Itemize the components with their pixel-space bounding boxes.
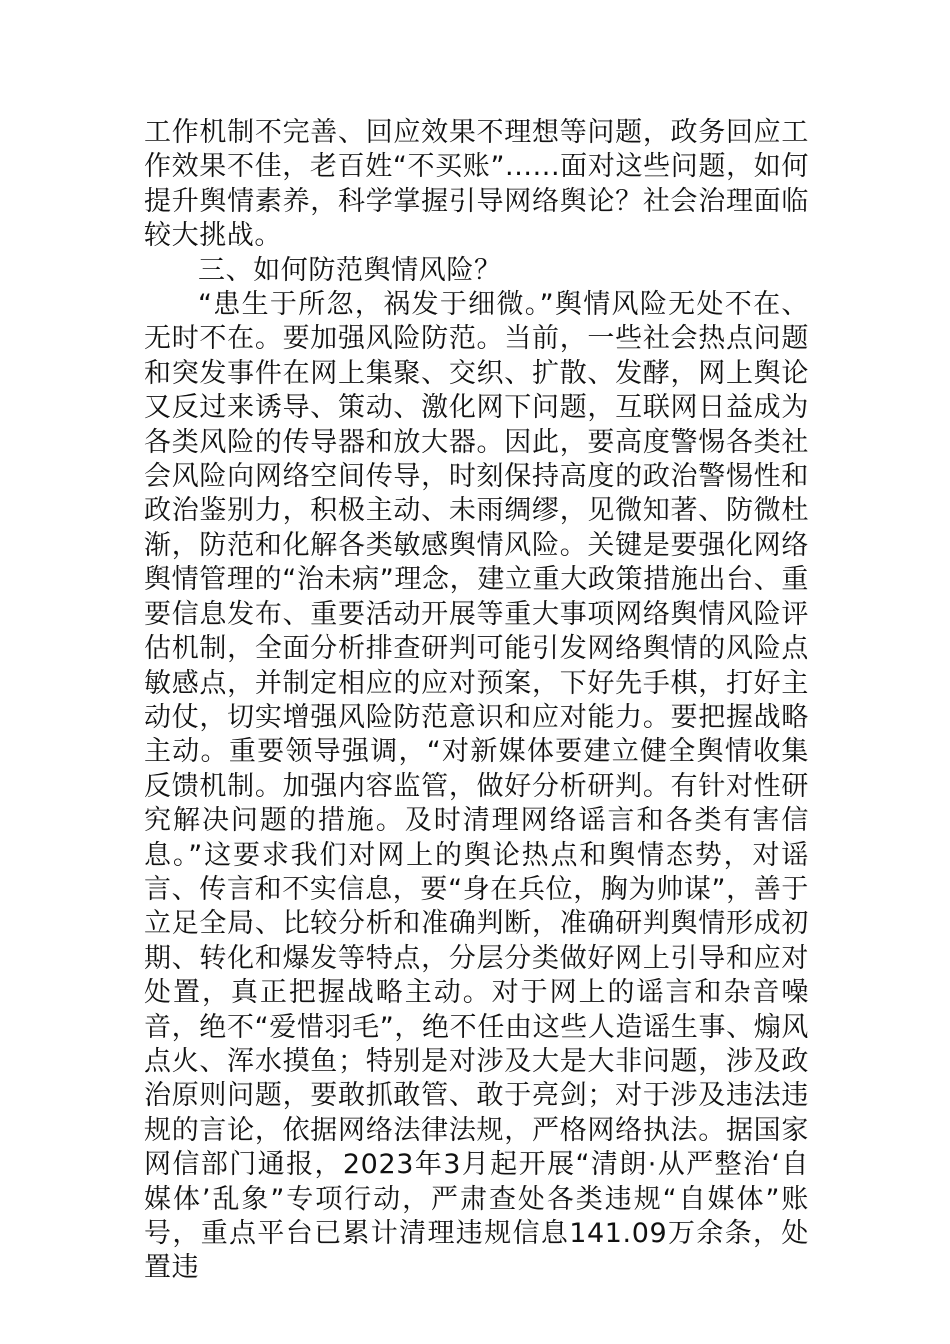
paragraph-continuation: 工作机制不完善、回应效果不理想等问题，政务回应工作效果不佳，老百姓“不买账”......面对这些问题，如何提升舆情素养，科学掌握引导网络舆论？社会治理面临较大挑战。	[144, 117, 809, 252]
document-body	[144, 116, 809, 1286]
paragraph-body: “患生于所忽，祸发于细微。”舆情风险无处不在、无时不在。要加强风险防范。当前，一些社会热点问题和突发事件在网上集聚、交织、扩散、发酵，网上舆论又反过来诱导、策动、激化网下问题，互联网日益成为各类风险的传导器和放大器。因此，要高度警惕各类社会风险向网络空间传导，时刻保持高度的政治警惕性和政治鉴别力，积极主动、未雨绸缪，见微知著、防微杜渐，防范和化解各类敏感舆情风险。关键是要强化网络舆情管理的“治未病”理念，建立重大政策措施出台、重要信息发布、重要活动开展等重大事项网络舆情风险评估机制，全面分析排查研判可能引发网络舆情的风险点敏感点，并制定相应的应对预案，下好先手棋，打好主动仗，切实增强风险防范意识和应对能力。要把握战略主动。重要领导强调，“对新媒体要建立健全舆情收集反馈机制。加强内容监管，做好分析研判。有针对性研究解决问题的措施。及时清理网络谣言和各类有害信息。”这要求我们对网上的舆论热点和舆情态势，对谣言、传言和不实信息，要“身在兵位，胸为帅谋”，善于立足全局、比较分析和准确判断，准确研判舆情形成初期、转化和爆发等特点，分层分类做好网上引导和应对处置，真正把握战略主动。对于网上的谣言和杂音噪音，绝不“爱惜羽毛”，绝不任由这些人造谣生事、煽风点火、浑水摸鱼；特别是对涉及大是大非问题，涉及政治原则问题，要敢抓敢管、敢于亮剑；对于涉及违法违规的言论，依据网络法律法规，严格网络执法。据国家网信部门通报，2023年3月起开展“清朗·从严整治‘自媒体’乱象”专项行动，严肃查处各类违规“自媒体”账号，重点平台已累计清理违规信息141.09万余条，处置违	[144, 289, 809, 1284]
section-heading: 三、如何防范舆情风险？	[198, 254, 502, 286]
